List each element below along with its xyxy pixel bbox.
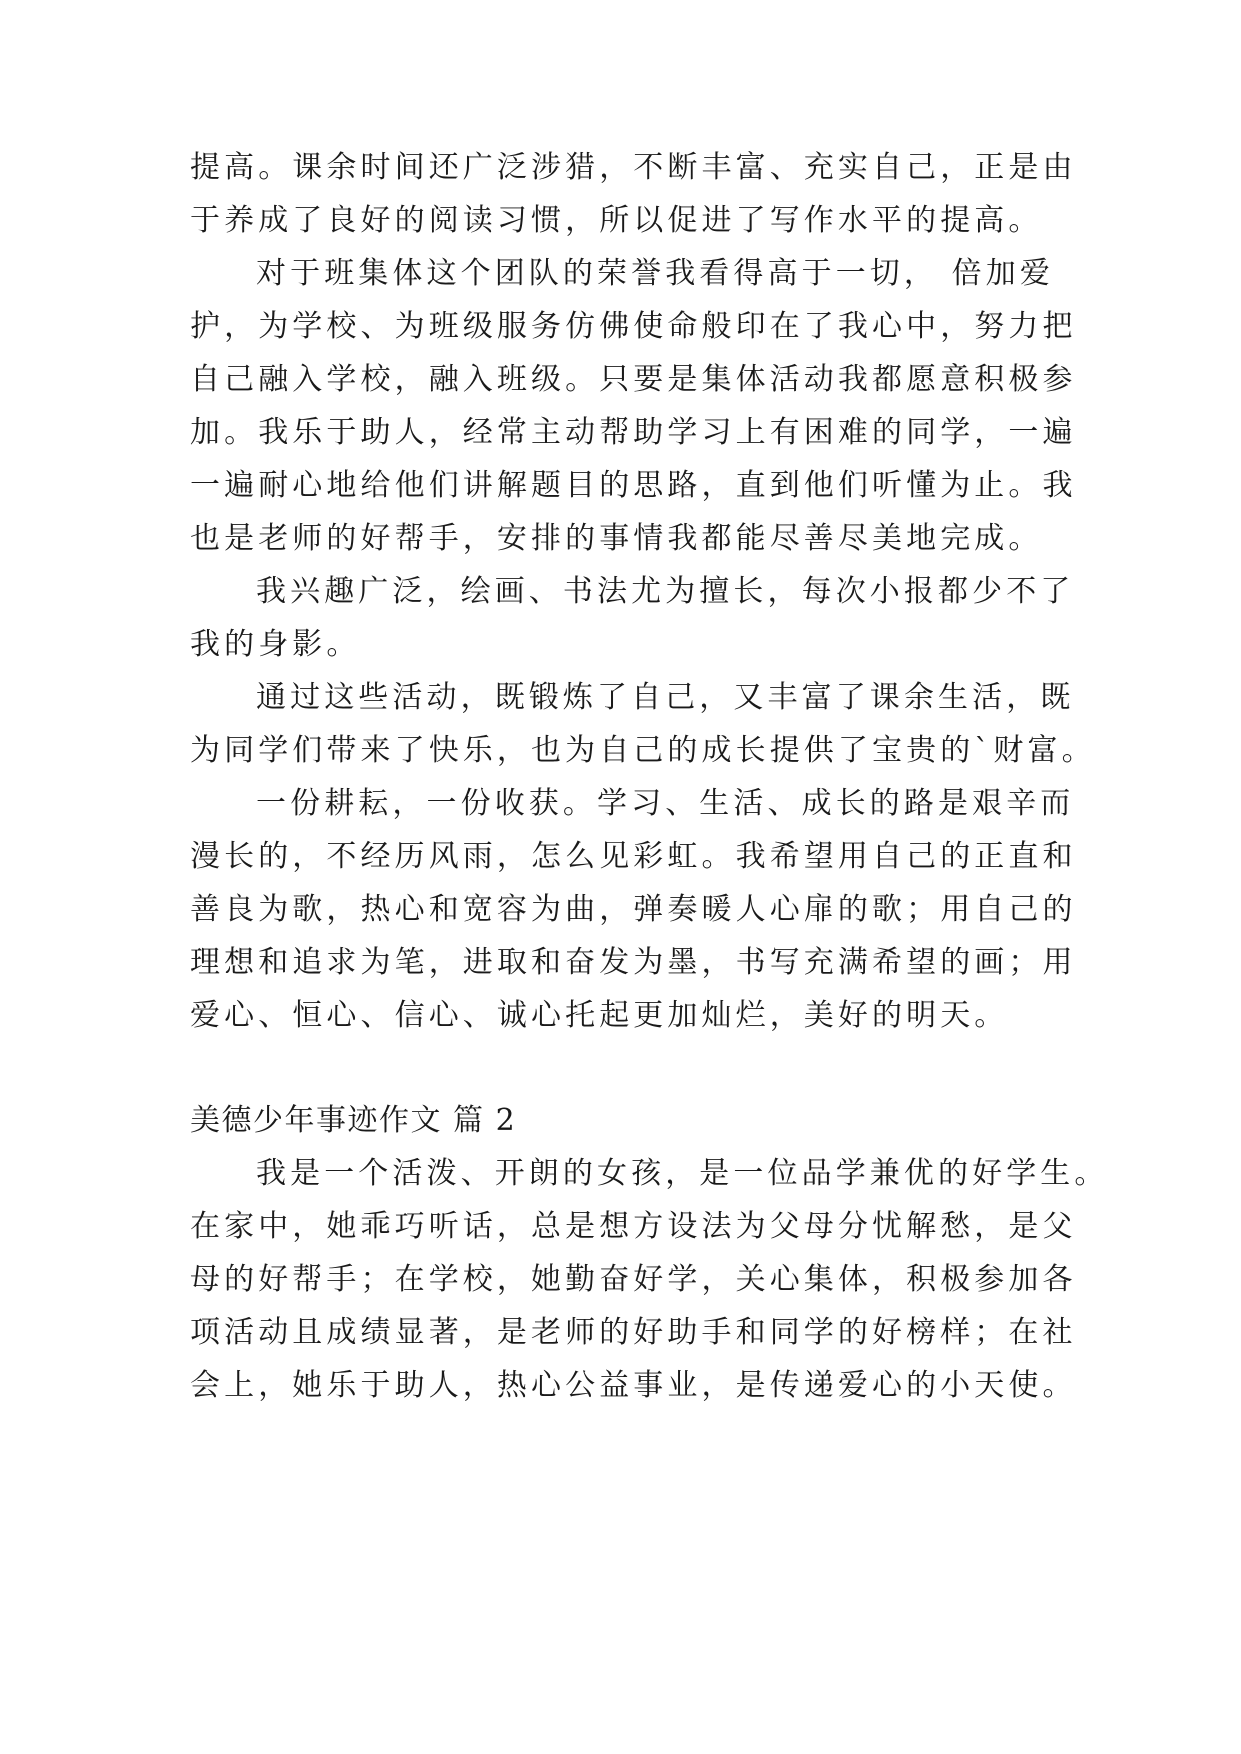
- paragraph-start: 对于班集体这个团队的荣誉我看得高于一切， 倍加爱: [256, 256, 1054, 291]
- text-line: 为同学们带来了快乐，也为自己的成长提供了宝贵的`财富。: [190, 733, 1096, 768]
- section-heading: 美德少年事迹作文 篇 2: [190, 1103, 517, 1138]
- text-line: 一遍耐心地给他们讲解题目的思路，直到他们听懂为止。我: [190, 468, 1077, 503]
- text-line: 在家中，她乖巧听话，总是想方设法为父母分忧解愁，是父: [190, 1209, 1077, 1244]
- paragraph-start: 通过这些活动，既锻炼了自己，又丰富了课余生活，既: [256, 680, 1075, 715]
- paragraph-start: 我是一个活泼、开朗的女孩，是一位品学兼优的好学生。: [256, 1156, 1109, 1191]
- text-line: 加。我乐于助人，经常主动帮助学习上有困难的同学，一遍: [190, 415, 1077, 450]
- text-line: 会上，她乐于助人，热心公益事业，是传递爱心的小天使。: [190, 1368, 1077, 1403]
- text-line: 也是老师的好帮手，安排的事情我都能尽善尽美地完成。: [190, 521, 1043, 556]
- text-line: 提高。课余时间还广泛涉猎，不断丰富、充实自己，正是由: [190, 150, 1077, 185]
- text-line: 于养成了良好的阅读习惯，所以促进了写作水平的提高。: [190, 203, 1043, 238]
- paragraph-start: 我兴趣广泛，绘画、书法尤为擅长，每次小报都少不了: [256, 574, 1075, 609]
- paragraph-start: 一份耕耘，一份收获。学习、生活、成长的路是艰辛而: [256, 786, 1075, 821]
- text-line: 自己融入学校，融入班级。只要是集体活动我都愿意积极参: [190, 362, 1077, 397]
- text-line: 爱心、恒心、信心、诚心托起更加灿烂，美好的明天。: [190, 998, 1009, 1033]
- text-line: 漫长的，不经历风雨，怎么见彩虹。我希望用自己的正直和: [190, 839, 1077, 874]
- text-line: 项活动且成绩显著，是老师的好助手和同学的好榜样；在社: [190, 1315, 1077, 1350]
- text-line: 理想和追求为笔，进取和奋发为墨，书写充满希望的画；用: [190, 945, 1077, 980]
- text-line: 护，为学校、为班级服务仿佛使命般印在了我心中，努力把: [190, 309, 1077, 344]
- text-line: 我的身影。: [190, 627, 361, 662]
- text-line: 善良为歌，热心和宽容为曲，弹奏暖人心扉的歌；用自己的: [190, 892, 1077, 927]
- text-line: 母的好帮手；在学校，她勤奋好学，关心集体，积极参加各: [190, 1262, 1077, 1297]
